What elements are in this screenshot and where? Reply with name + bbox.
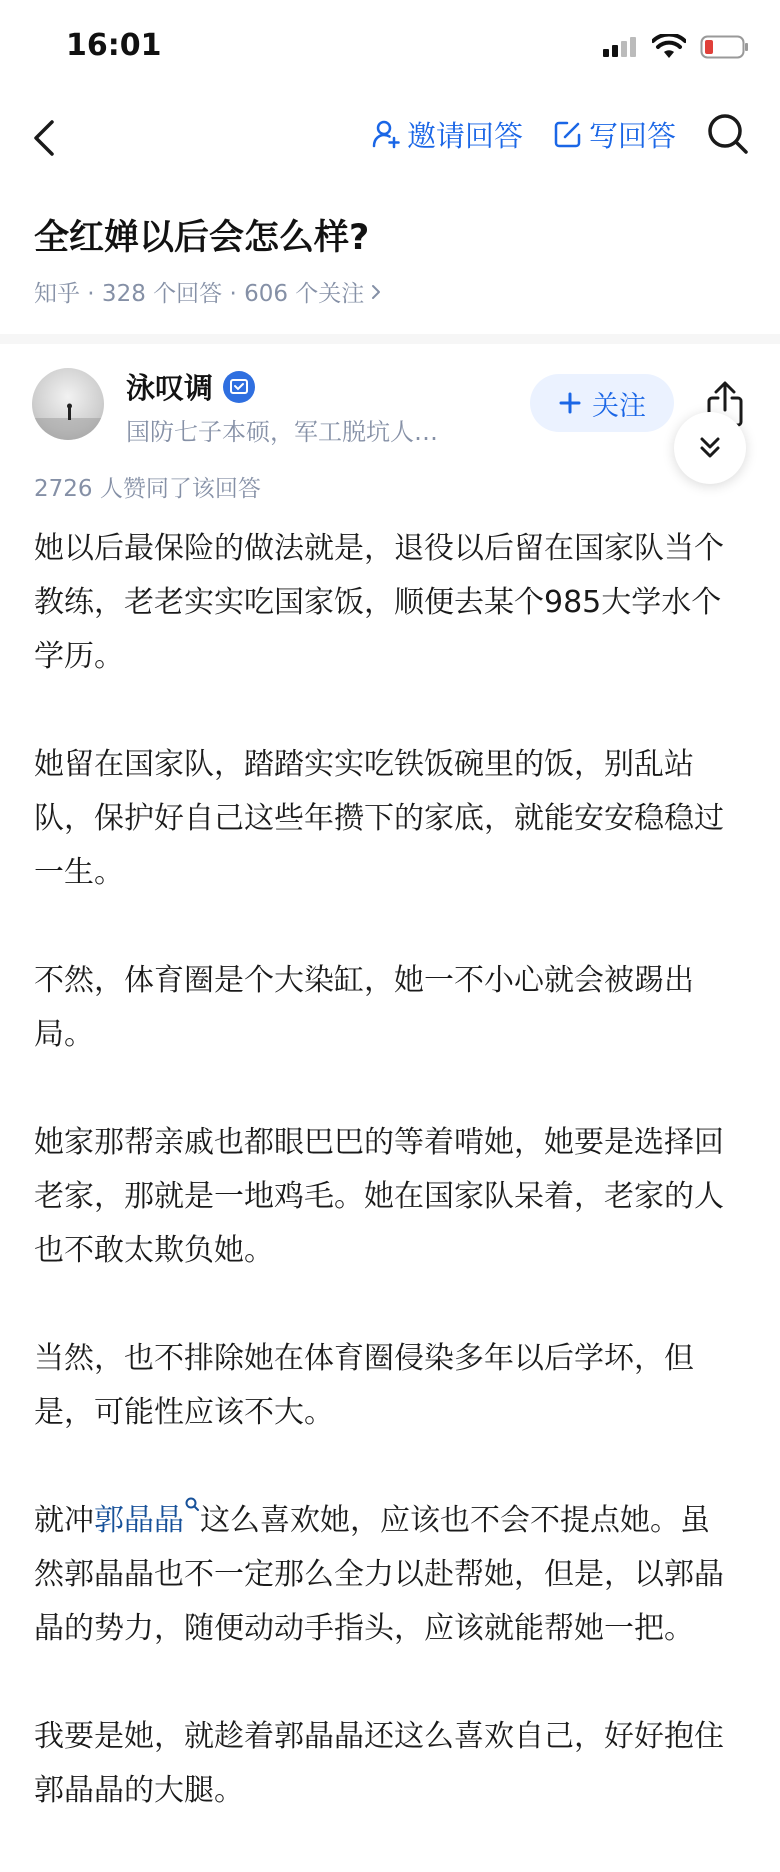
question-title[interactable]: 全红婵以后会怎么样?: [34, 218, 370, 258]
search-link-icon[interactable]: [184, 1496, 200, 1512]
invite-answer-label: 邀请回答: [406, 118, 523, 153]
question-meta-text: 知乎 · 328 个回答 · 606 个关注: [34, 281, 365, 307]
answer-text: 这么喜欢她，应该也不会不提点她。虽然郭晶晶也不一定那么全力以赴帮她，但是，以郭晶晶的势力，随便动动手指头，应该就能帮她一把。: [34, 1503, 724, 1646]
follow-button[interactable]: [530, 374, 674, 432]
author-name: 泳叹调: [126, 371, 214, 405]
search-icon: [706, 112, 750, 156]
avatar[interactable]: [32, 368, 104, 440]
question-meta[interactable]: [34, 275, 384, 308]
verified-badge-icon: [223, 371, 255, 403]
nav-actions: [371, 112, 750, 156]
answer-paragraph: 她以后最保险的做法就是，退役以后留在国家队当个教练，老老实实吃国家饭，顺便去某个985大学水个学历。: [34, 531, 724, 674]
vote-count: 2726 人赞同了该回答: [34, 476, 261, 502]
author-name-row[interactable]: [126, 366, 255, 407]
avatar-figure-icon: [32, 368, 104, 440]
plus-icon: [558, 391, 582, 415]
write-answer-label: 写回答: [588, 118, 676, 153]
chevron-right-icon: [368, 281, 384, 303]
answer-paragraph: [34, 1494, 734, 1656]
answer-paragraph: 我要是她，就趁着郭晶晶还这么喜欢自己，好好抱住郭晶晶的大腿。: [34, 1719, 724, 1808]
answer-paragraph: 她留在国家队，踏踏实实吃铁饭碗里的饭，别乱站队，保护好自己这些年攒下的家底，就能安安稳稳过一生。: [34, 747, 724, 890]
answer-text: 就冲: [34, 1503, 94, 1538]
answer-paragraph: 不然，体育圈是个大染缸，她一不小心就会被踢出局。: [34, 963, 694, 1052]
write-icon: [553, 119, 583, 149]
search-button[interactable]: [706, 112, 750, 156]
collapse-button[interactable]: [674, 412, 746, 484]
collapse-icon: [695, 433, 725, 463]
signal-icon: [602, 35, 638, 59]
answer-content: [34, 522, 734, 1872]
answer-paragraph: 当然，也不排除她在体育圈侵染多年以后学坏，但是，可能性应该不大。: [34, 1341, 694, 1430]
author-description: 国防七子本硕，军工脱坑人…: [126, 418, 438, 446]
invite-icon: [371, 119, 401, 149]
write-answer-button[interactable]: [553, 114, 676, 155]
back-icon: [30, 118, 60, 158]
status-icons: [602, 34, 750, 60]
invite-answer-button[interactable]: [371, 114, 523, 155]
answer-paragraph: 她家那帮亲戚也都眼巴巴的等着啃她，她要是选择回老家，那就是一地鸡毛。她在国家队呆着，老家的人也不敢太欺负她。: [34, 1125, 724, 1268]
entity-link[interactable]: 郭晶晶: [94, 1503, 184, 1538]
follow-label: 关注: [592, 390, 646, 422]
back-button[interactable]: [30, 118, 60, 158]
section-divider: [0, 334, 780, 344]
status-time: 16:01: [66, 28, 162, 63]
wifi-icon: [652, 34, 686, 60]
battery-icon: [700, 34, 750, 60]
